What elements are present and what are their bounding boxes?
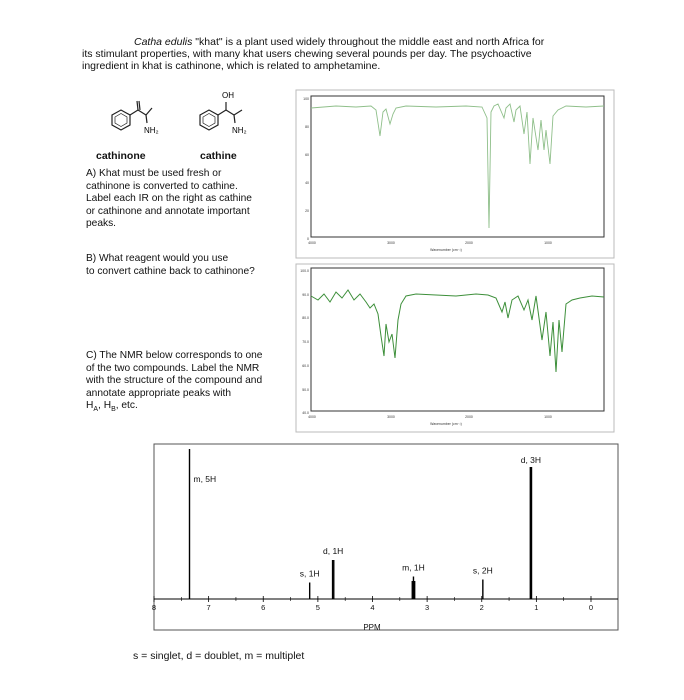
nmr-tick-label: 2 xyxy=(479,603,484,612)
svg-text:3000: 3000 xyxy=(387,415,395,419)
svg-text:4000: 4000 xyxy=(308,415,316,419)
question-a-line: Label each IR on the right as cathine xyxy=(86,193,252,205)
intro-paragraph xyxy=(82,36,622,72)
svg-text:60.0: 60.0 xyxy=(302,364,309,368)
svg-text:3000: 3000 xyxy=(387,241,395,245)
cathinone-name: cathinone xyxy=(96,150,146,162)
svg-text:80.0: 80.0 xyxy=(302,316,309,320)
svg-text:80: 80 xyxy=(305,125,309,129)
question-c xyxy=(86,350,262,417)
svg-text:2000: 2000 xyxy=(465,415,473,419)
chemical-structures xyxy=(92,88,292,148)
nmr-tick-label: 6 xyxy=(261,603,266,612)
ir-2-xlabel: Wavenumber (cm⁻¹) xyxy=(430,422,462,426)
intro-line-1-text: "khat" is a plant used widely throughout the middle east and north Africa for xyxy=(192,36,545,48)
svg-text:40.0: 40.0 xyxy=(302,411,309,415)
question-c-line: with the structure of the compound and xyxy=(86,375,263,387)
nmr-tick-label: 5 xyxy=(315,603,320,612)
nmr-spectrum xyxy=(151,444,618,632)
nmr-peaks xyxy=(190,449,542,599)
nmr-tick-label: 4 xyxy=(370,603,375,612)
question-c-line: of the two compounds. Label the NMR xyxy=(86,362,260,374)
svg-text:100: 100 xyxy=(303,97,309,101)
svg-text:2000: 2000 xyxy=(465,241,473,245)
svg-text:50.0: 50.0 xyxy=(302,388,309,392)
svg-text:70.0: 70.0 xyxy=(302,340,309,344)
species-name: Catha edulis xyxy=(134,36,193,48)
ir-2-trace xyxy=(311,290,604,372)
cathine-amine-label: NH₂ xyxy=(232,126,247,135)
ir-1-trace xyxy=(311,104,604,228)
question-b-line: to convert cathine back to cathinone? xyxy=(86,265,255,277)
nmr-tick-label: 3 xyxy=(425,603,430,612)
svg-text:60: 60 xyxy=(305,153,309,157)
question-a xyxy=(86,168,252,231)
svg-text:40: 40 xyxy=(305,181,309,185)
ir-1-x-ticks xyxy=(308,241,552,245)
nmr-peak-label: m, 5H xyxy=(193,474,217,484)
ir-1-xlabel: Wavenumber (cm⁻¹) xyxy=(430,248,462,252)
nmr-peak-label: s, 2H xyxy=(472,565,493,576)
nmr-peak-label: m, 1H xyxy=(402,562,425,573)
nmr-peak-label: d, 1H xyxy=(323,546,344,556)
question-a-line: or cathinone and annotate important xyxy=(86,205,250,217)
nmr-tick-label: 0 xyxy=(588,603,594,612)
cathine-hydroxyl-label: OH xyxy=(222,91,234,100)
svg-text:1000: 1000 xyxy=(544,241,552,245)
ir-1-y-ticks xyxy=(303,97,309,241)
nmr-ticks xyxy=(152,596,593,612)
svg-text:100.0: 100.0 xyxy=(300,269,309,273)
question-c-line: annotate appropriate peaks with xyxy=(86,387,231,399)
nmr-frame xyxy=(151,444,618,630)
question-a-line: cathinone is converted to cathine. xyxy=(86,180,238,192)
intro-line-1 xyxy=(82,36,622,48)
ir-2-y-ticks xyxy=(300,269,309,415)
nmr-xlabel: PPM xyxy=(363,623,381,632)
question-c-line: C) The NMR below corresponds to one xyxy=(86,350,263,361)
svg-text:4000: 4000 xyxy=(308,241,316,245)
svg-text:0: 0 xyxy=(307,237,309,241)
ir-spectrum-2 xyxy=(296,264,614,432)
question-b xyxy=(86,253,255,278)
question-c-last-line: $H_A$, $H_B$, etc. xyxy=(86,400,138,414)
ir-2-x-ticks xyxy=(308,415,552,419)
nmr-tick-label: 7 xyxy=(206,603,211,612)
svg-text:20: 20 xyxy=(305,209,309,213)
question-a-line: A) Khat must be used fresh or xyxy=(86,168,222,179)
nmr-tick-label: 1 xyxy=(534,603,539,612)
ir-spectrum-1 xyxy=(296,90,614,258)
svg-text:1000: 1000 xyxy=(544,415,552,419)
cathinone-amine-label: NH₂ xyxy=(144,126,159,135)
nmr-tick-label: 8 xyxy=(151,603,157,612)
question-a-line: peaks. xyxy=(86,218,117,230)
intro-line-2: its stimulant properties, with many khat users chewing several pounds per day. The psychoactive xyxy=(82,48,532,60)
question-b-line: B) What reagent would you use xyxy=(86,253,229,264)
nmr-peak-label: s, 1H xyxy=(299,568,320,579)
svg-text:90.0: 90.0 xyxy=(302,293,309,297)
nmr-peak-label: d, 3H xyxy=(520,455,542,465)
cathine-name: cathine xyxy=(200,150,237,162)
multiplicity-legend: s = singlet, d = doublet, m = multiplet xyxy=(133,650,305,662)
intro-line-3: ingredient in khat is cathinone, which is related to amphetamine. xyxy=(82,60,381,72)
